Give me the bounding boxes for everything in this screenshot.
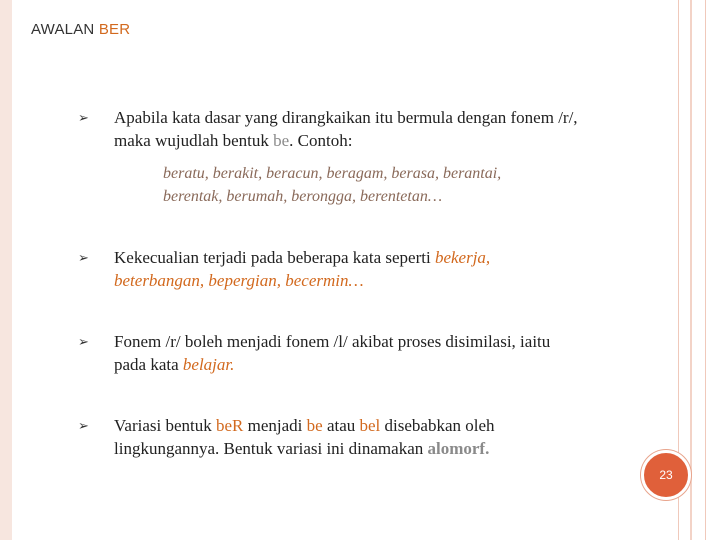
highlight-ber: beR (215, 416, 244, 435)
bullet-line (114, 269, 666, 292)
slide-title-main: AWALAN (31, 21, 99, 38)
text-run: . Contoh: (289, 131, 353, 150)
bullet-line (114, 246, 666, 269)
bullet-line (114, 106, 666, 129)
example-line: berentak, berumah, berongga, berentetan… (163, 188, 443, 205)
text-run: disebabkan oleh (380, 416, 495, 435)
example-word: beterbangan, bepergian, becermin… (114, 271, 364, 290)
bullet-text (114, 246, 666, 292)
highlight-be: be (306, 416, 323, 435)
text-run: pada kata (114, 355, 183, 374)
slide-title-accent: BER (98, 21, 131, 38)
text-run: maka wujudlah bentuk (114, 131, 274, 150)
page-number-badge: 23 (641, 450, 691, 500)
text-run: Fonem /r/ boleh menjadi fonem /l/ akibat proses disimilasi, iaitu (114, 332, 551, 351)
highlight-alomorf: alomorf. (427, 439, 490, 458)
arrow-bullet-icon: ➢ (78, 251, 89, 266)
arrow-bullet-icon: ➢ (78, 111, 89, 126)
example-word: belajar. (182, 355, 235, 374)
left-border-decoration (0, 0, 12, 540)
bullet-line (114, 414, 666, 437)
bullet-line (114, 353, 666, 376)
example-line: beratu, berakit, beracun, beragam, berasa, berantai, (163, 165, 502, 182)
text-run: Kekecualian terjadi pada beberapa kata seperti (114, 248, 435, 267)
highlight-be: be (273, 131, 290, 150)
example-words (163, 162, 643, 208)
bullet-text (114, 330, 666, 376)
text-run: atau (322, 416, 360, 435)
text-run: Variasi bentuk (114, 416, 216, 435)
text-run: lingkungannya. Bentuk variasi ini dinamakan (114, 439, 428, 458)
bullet-line (114, 437, 666, 460)
right-border-line (690, 0, 692, 540)
bullet-text (114, 106, 666, 152)
bullet-text (114, 414, 666, 460)
bullet-line (114, 330, 666, 353)
slide-title (31, 21, 130, 38)
example-word: bekerja, (434, 248, 491, 267)
bullet-line (114, 129, 666, 152)
text-run: Apabila kata dasar yang dirangkaikan itu bermula dengan fonem /r/, (114, 108, 578, 127)
text-run: menjadi (243, 416, 307, 435)
highlight-bel: bel (359, 416, 381, 435)
arrow-bullet-icon: ➢ (78, 419, 89, 434)
arrow-bullet-icon: ➢ (78, 335, 89, 350)
